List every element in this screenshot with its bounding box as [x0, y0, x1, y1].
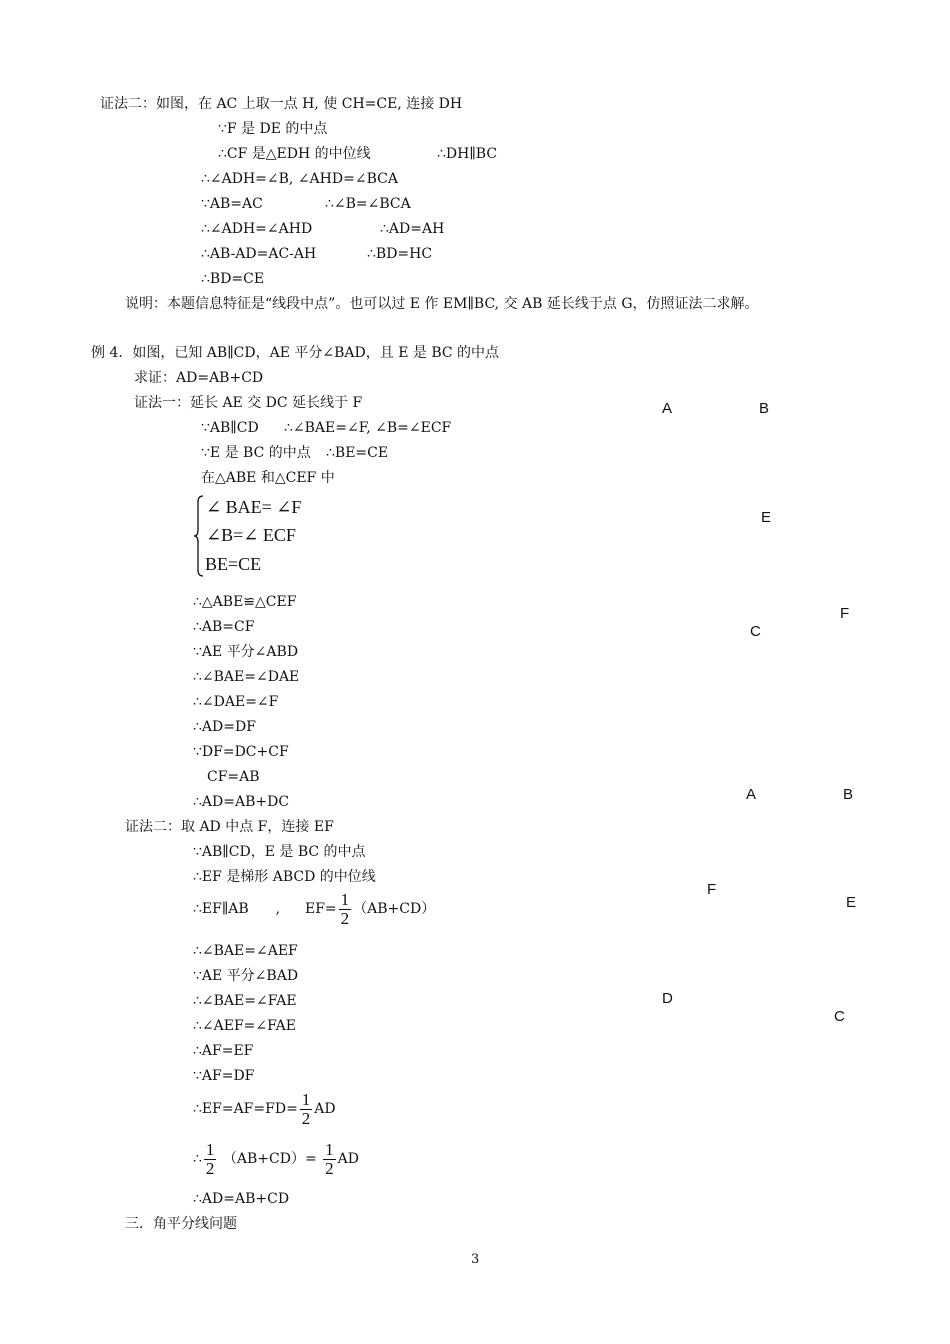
proof-line: ∴∠BAE=∠F, ∠B=∠ECF	[284, 420, 452, 436]
fraction-denominator: 2	[325, 1158, 334, 1178]
proof-line: ∴AD=DF	[193, 719, 256, 735]
brace-icon	[193, 494, 205, 578]
proof-line: ∴AD=AB+CD	[193, 1191, 290, 1207]
figure2-label-e: E	[846, 894, 857, 911]
fraction	[204, 1141, 217, 1178]
proof-line: ∵DF=DC+CF	[193, 744, 289, 760]
system-line: ∠ BAE= ∠F	[206, 497, 302, 517]
proof-line: ∴CF 是△EDH 的中位线	[218, 146, 371, 162]
figure1-label-f: F	[840, 605, 850, 622]
proof-line: ∴∠ADH=∠AHD	[201, 221, 313, 237]
proof-line: ∴DH∥BC	[437, 146, 498, 162]
method2-heading: 证法二：取 AD 中点 F，连接 EF	[125, 819, 334, 835]
fraction-numerator: 1	[340, 889, 350, 909]
proof-text: AD	[337, 1151, 359, 1167]
proof-line: ∴AD=AH	[380, 221, 445, 237]
figure1-label-a: A	[662, 400, 673, 417]
proof-line: ∴∠BAE=∠FAE	[193, 993, 297, 1009]
proof-line: CF=AB	[207, 769, 260, 785]
explanation-note: 说明：本题信息特征是“线段中点”。也可以过 E 作 EM∥BC, 交 AB 延长线于点 G，仿照证法二求解。	[125, 296, 759, 312]
figure2-label-c: C	[834, 1008, 845, 1025]
fraction-denominator: 2	[340, 908, 350, 928]
proof-line: ∴△ABE≌△CEF	[193, 594, 297, 610]
page-number: 3	[471, 1252, 480, 1267]
method1-heading: 证法一：延长 AE 交 DC 延长线于 F	[134, 395, 363, 411]
fraction-denominator: 2	[301, 1108, 311, 1128]
proof-line: 在△ABE 和△CEF 中	[201, 470, 335, 486]
proof-line: ∴∠ADH=∠B, ∠AHD=∠BCA	[201, 171, 398, 187]
proof-text: （AB+CD）	[353, 901, 436, 917]
fraction-numerator: 1	[325, 1139, 334, 1159]
figure1-label-b: B	[759, 400, 770, 417]
proof-text: ∴	[193, 1151, 202, 1167]
fraction	[339, 891, 352, 928]
figure1-label-c: C	[750, 623, 761, 640]
system-line: ∠B=∠ ECF	[206, 525, 296, 545]
fraction	[300, 1091, 313, 1128]
proof-line: ∵AB∥CD	[201, 420, 259, 436]
proof-text: （AB+CD）=	[222, 1151, 317, 1167]
proof-line: ∵AB=AC	[201, 196, 263, 212]
proof-line-fraction	[193, 889, 435, 929]
system-line: BE=CE	[205, 554, 262, 574]
proof-line: ∵AE 平分∠BAD	[193, 968, 299, 984]
figure2-label-d: D	[662, 990, 673, 1007]
proof-line: ∴∠DAE=∠F	[193, 694, 279, 710]
proof-line: ∴AB-AD=AC-AH	[201, 246, 317, 262]
proof-text: ,	[275, 901, 281, 917]
proof-text: ∴EF=AF=FD=	[193, 1101, 298, 1117]
proof-text: ∴EF∥AB	[193, 901, 249, 917]
proof-line: ∴BE=CE	[326, 445, 389, 461]
proof-line: ∵AE 平分∠ABD	[193, 644, 299, 660]
proof-line: ∵F 是 DE 的中点	[218, 121, 328, 137]
figure2-label-a: A	[746, 786, 757, 803]
proof-line: ∴∠B=∠BCA	[325, 196, 411, 212]
proof-line: ∵AF=DF	[193, 1068, 255, 1084]
proof-text: EF=	[304, 901, 337, 917]
proof-line: ∴AD=AB+DC	[193, 794, 290, 810]
fraction-numerator: 1	[301, 1089, 311, 1109]
prev-method2-heading: 证法二：如图，在 AC 上取一点 H, 使 CH=CE, 连接 DH	[100, 96, 463, 112]
section-heading: 三．角平分线问题	[125, 1216, 237, 1232]
fraction-numerator: 1	[205, 1139, 215, 1159]
figure2-label-f: F	[707, 881, 717, 898]
fraction-denominator: 2	[205, 1158, 215, 1178]
proof-line: ∴∠AEF=∠FAE	[193, 1018, 296, 1034]
proof-line: ∵AB∥CD，E 是 BC 的中点	[193, 844, 366, 860]
proof-line: ∴EF 是梯形 ABCD 的中位线	[193, 869, 376, 885]
proof-line: ∴AF=EF	[193, 1043, 254, 1059]
example4-prove: 求证：AD=AB+CD	[134, 370, 264, 386]
proof-line: ∴BD=CE	[201, 271, 265, 287]
proof-line: ∴BD=HC	[367, 246, 433, 262]
proof-line: ∵E 是 BC 的中点	[201, 445, 311, 461]
proof-line: ∴∠BAE=∠AEF	[193, 943, 298, 959]
proof-text: AD	[314, 1101, 336, 1117]
figure2-label-b: B	[843, 786, 854, 803]
proof-line-fraction	[193, 1089, 336, 1129]
figure1-label-e: E	[761, 509, 772, 526]
proof-line: ∴AB=CF	[193, 619, 255, 635]
proof-line: ∴∠BAE=∠DAE	[193, 669, 300, 685]
proof-line-fraction	[193, 1139, 359, 1179]
example4-title: 例 4．如图，已知 AB∥CD，AE 平分∠BAD，且 E 是 BC 的中点	[91, 345, 500, 361]
fraction	[323, 1141, 336, 1178]
